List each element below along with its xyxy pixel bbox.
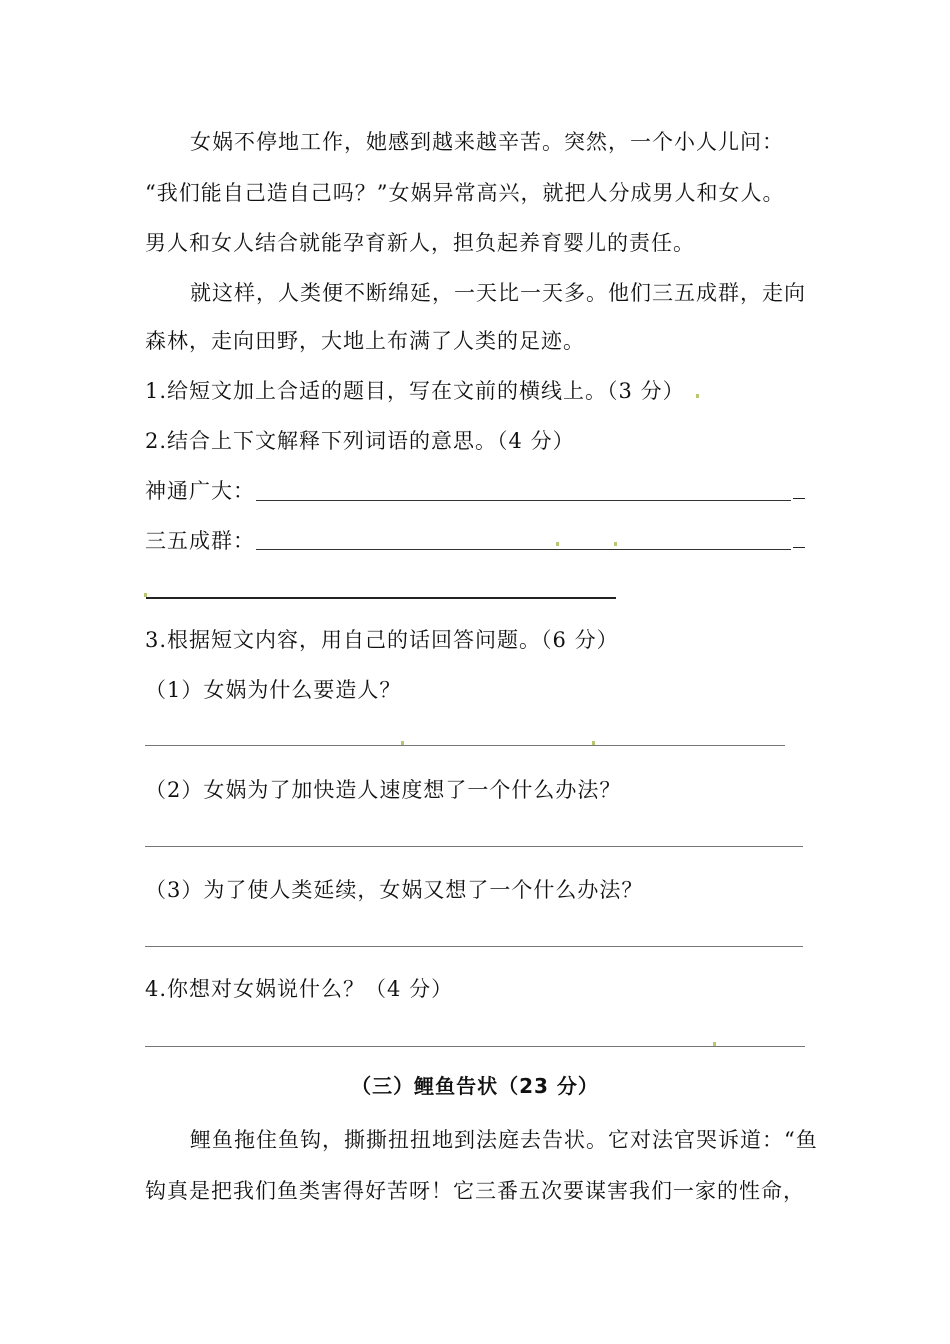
answer-line-term2[interactable] bbox=[256, 549, 791, 550]
answer-line-q3-3[interactable] bbox=[145, 946, 803, 947]
question-3: 3.根据短文内容，用自己的话回答问题。（6 分） bbox=[145, 628, 619, 652]
stray-dot bbox=[713, 1042, 716, 1046]
section-3-heading: （三）鲤鱼告状（23 分） bbox=[351, 1074, 599, 1098]
stray-dot bbox=[614, 542, 617, 546]
question-3-2: （2）女娲为了加快造人速度想了一个什么办法？ bbox=[145, 778, 622, 802]
term-sanwu-label: 三五成群： bbox=[145, 529, 255, 553]
passage-para2-line1: 就这样，人类便不断绵延，一天比一天多。他们三五成群，走向 bbox=[190, 281, 806, 305]
stray-dot bbox=[592, 741, 595, 745]
stray-dot bbox=[556, 542, 559, 546]
term-shentong-label: 神通广大： bbox=[145, 479, 255, 503]
answer-line-term1-end bbox=[793, 498, 805, 499]
question-4: 4.你想对女娲说什么？（4 分） bbox=[145, 977, 454, 1001]
answer-line-term2-end bbox=[793, 547, 805, 548]
passage-para2-line2: 森林，走向田野，大地上布满了人类的足迹。 bbox=[145, 329, 585, 353]
answer-line-q3-2[interactable] bbox=[145, 846, 803, 847]
question-3-3: （3）为了使人类延续，女娲又想了一个什么办法？ bbox=[145, 878, 644, 902]
passage-para1-line3: 男人和女人结合就能孕育新人，担负起养育婴儿的责任。 bbox=[145, 231, 695, 255]
section-3-line1: 鲤鱼拖住鱼钩，撕撕扭扭地到法庭去告状。它对法官哭诉道：“鱼 bbox=[190, 1128, 818, 1152]
stray-dot bbox=[696, 394, 699, 398]
passage-para1-line1: 女娲不停地工作，她感到越来越辛苦。突然，一个小人儿问： bbox=[190, 130, 784, 154]
answer-line-q4[interactable] bbox=[145, 1046, 805, 1047]
question-2: 2.结合上下文解释下列词语的意思。（4 分） bbox=[145, 429, 575, 453]
answer-line-term2-continued[interactable] bbox=[146, 597, 616, 599]
answer-line-q3-1[interactable] bbox=[145, 745, 785, 746]
stray-dot bbox=[401, 741, 404, 745]
section-3-line2: 钩真是把我们鱼类害得好苦呀！它三番五次要谋害我们一家的性命， bbox=[145, 1179, 805, 1203]
passage-para1-line2: “我们能自己造自己吗？”女娲异常高兴，就把人分成男人和女人。 bbox=[145, 181, 785, 205]
question-3-1: （1）女娲为什么要造人？ bbox=[145, 678, 402, 702]
answer-line-term1[interactable] bbox=[256, 500, 791, 501]
question-1: 1.给短文加上合适的题目，写在文前的横线上。（3 分） bbox=[145, 379, 685, 403]
